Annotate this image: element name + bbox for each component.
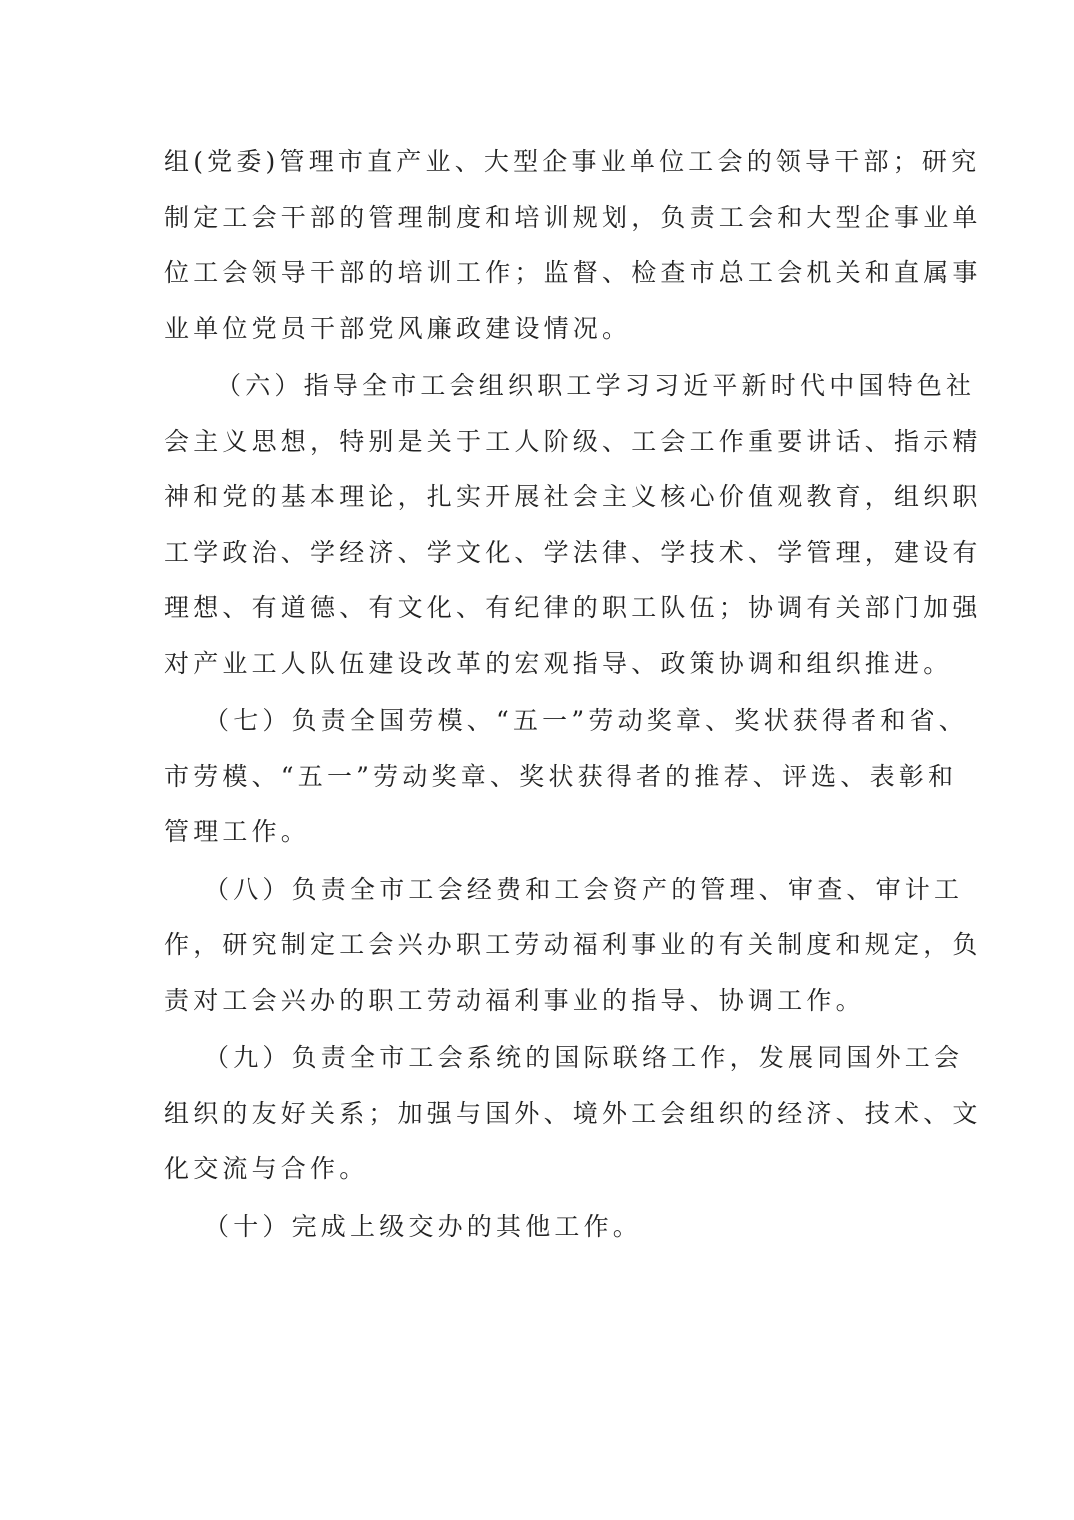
text-line: 会主义思想，特别是关于工人阶级、工会工作重要讲话、指示精 <box>164 426 982 456</box>
paragraph-item-10 <box>164 1199 914 1255</box>
text-line: 理想、有道德、有文化、有纪律的职工队伍；协调有关部门加强 <box>164 593 982 622</box>
paragraph-item-7 <box>164 693 968 860</box>
text-line: 管理工作。 <box>164 817 311 846</box>
text-line: 组(党委)管理市直产业、大型企事业单位工会的领导干部；研究 <box>164 147 981 176</box>
text-line: 责对工会兴办的职工劳动福利事业的指导、协调工作。 <box>164 985 865 1015</box>
text-line: 位工会领导干部的培训工作；监督、检查市总工会机关和直属事 <box>164 258 982 287</box>
paragraph-item-9 <box>164 1030 982 1197</box>
text-line: 神和党的基本理论，扎实开展社会主义核心价值观教育，组织职 <box>164 482 982 511</box>
text-line: 作，研究制定工会兴办职工劳动福利事业的有关制度和规定，负 <box>164 930 982 959</box>
text-line: （十）完成上级交办的其他工作。 <box>204 1211 643 1241</box>
text-line: 工学政治、学经济、学文化、学法律、学技术、学管理，建设有 <box>164 537 982 567</box>
text-line: 组织的友好关系；加强与国外、境外工会组织的经济、技术、文 <box>164 1098 982 1128</box>
document-body <box>164 134 982 1254</box>
paragraph-continued <box>164 134 982 356</box>
paragraph-item-6 <box>164 358 982 691</box>
text-line: 市劳模、“五一”劳动奖章、奖状获得者的推荐、评选、表彰和 <box>164 761 958 791</box>
paragraph-item-8 <box>164 862 982 1029</box>
text-line: （七）负责全国劳模、“五一”劳动奖章、奖状获得者和省、 <box>204 706 968 735</box>
text-line: 业单位党员干部党风廉政建设情况。 <box>164 313 632 343</box>
text-line: 对产业工人队伍建设改革的宏观指导、政策协调和组织推进。 <box>164 648 953 678</box>
text-line: 化交流与合作。 <box>164 1154 369 1183</box>
text-line: （八）负责全市工会经费和工会资产的管理、审查、审计工 <box>204 874 964 904</box>
text-line: （九）负责全市工会系统的国际联络工作，发展同国外工会 <box>204 1043 964 1072</box>
text-line: （六）指导全市工会组织职工学习习近平新时代中国特色社 <box>216 371 976 400</box>
text-line: 制定工会干部的管理制度和培训规划，负责工会和大型企事业单 <box>164 202 982 232</box>
